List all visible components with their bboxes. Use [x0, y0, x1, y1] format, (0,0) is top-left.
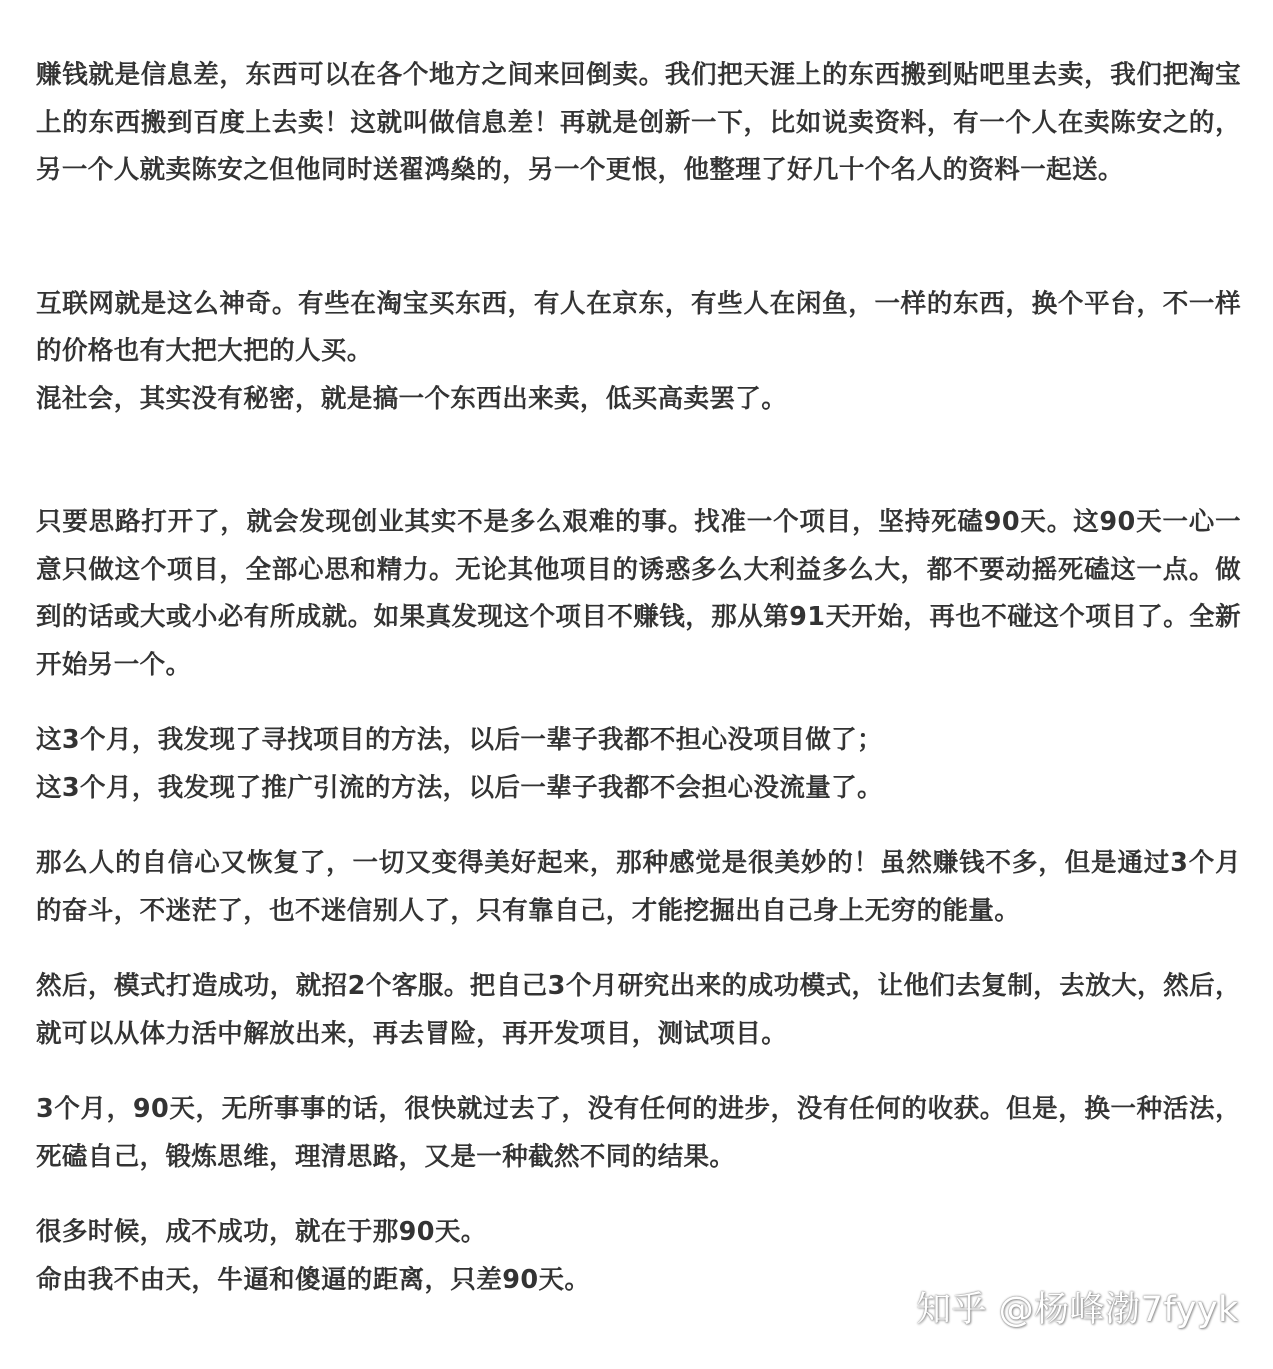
paragraph-spacer — [36, 1058, 1241, 1086]
paragraph-spacer — [36, 423, 1241, 499]
paragraph-spacer — [36, 195, 1241, 281]
paragraph-line: 3个月，90天，无所事事的话，很快就过去了，没有任何的进步，没有任何的收获。但是，换一种活法，死磕自己，锻炼思维，理清思路，又是一种截然不同的结果。 — [36, 1094, 1241, 1172]
paragraph-information-gap — [36, 52, 1241, 195]
paragraph-confidence — [36, 840, 1241, 935]
paragraph-line: 只要思路打开了，就会发现创业其实不是多么艰难的事。找准一个项目，坚持死磕90天。这90天一心一意只做这个项目，全部心思和精力。无论其他项目的诱惑多么大利益多么大，都不要动摇死磕这一点。做到的话或大或小必有所成就。如果真发现这个项目不赚钱，那从第91天开始，再也不碰这个项目了。全新开始另一个。 — [36, 507, 1241, 680]
paragraph-three-months — [36, 717, 1241, 812]
paragraph-line: 那么人的自信心又恢复了，一切又变得美好起来，那种感觉是很美妙的！虽然赚钱不多，但是通过3个月的奋斗，不迷茫了，也不迷信别人了，只有靠自己，才能挖掘出自己身上无穷的能量。 — [36, 848, 1241, 926]
paragraph-line: 互联网就是这么神奇。有些在淘宝买东西，有人在京东，有些人在闲鱼，一样的东西，换个平台，不一样的价格也有大把大把的人买。 — [36, 288, 1241, 366]
paragraph-line: 命由我不由天，牛逼和傻逼的距离，只差90天。 — [36, 1264, 591, 1295]
paragraph-model — [36, 963, 1241, 1058]
paragraph-line: 赚钱就是信息差，东西可以在各个地方之间来回倒卖。我们把天涯上的东西搬到贴吧里去卖，我们把淘宝上的东西搬到百度上去卖！这就叫做信息差！再就是创新一下，比如说卖资料，有一个人在卖陈安之的，另一个人就卖陈安之但他同时送翟鸿燊的，另一个更恨，他整理了好几十个名人的资料一起送。 — [36, 60, 1241, 185]
paragraph-spacer — [36, 1181, 1241, 1209]
paragraph-spacer — [36, 935, 1241, 963]
article-body — [36, 52, 1241, 1304]
paragraph-line: 这3个月，我发现了寻找项目的方法，以后一辈子我都不担心没项目做了； — [36, 725, 883, 755]
paragraph-outcome — [36, 1086, 1241, 1181]
paragraph-spacer — [36, 689, 1241, 717]
paragraph-spacer — [36, 812, 1241, 840]
paragraph-90-days — [36, 499, 1241, 689]
paragraph-internet — [36, 281, 1241, 424]
paragraph-line: 然后，模式打造成功，就招2个客服。把自己3个月研究出来的成功模式，让他们去复制，去放大，然后，就可以从体力活中解放出来，再去冒险，再开发项目，测试项目。 — [36, 971, 1241, 1049]
paragraph-line: 混社会，其实没有秘密，就是搞一个东西出来卖，低买高卖罢了。 — [36, 383, 788, 414]
paragraph-line: 这3个月，我发现了推广引流的方法，以后一辈子我都不会担心没流量了。 — [36, 772, 883, 803]
paragraph-line: 很多时候，成不成功，就在于那90天。 — [36, 1217, 487, 1247]
zhihu-watermark: 知乎 @杨峰渤7fyyk — [916, 1290, 1239, 1330]
